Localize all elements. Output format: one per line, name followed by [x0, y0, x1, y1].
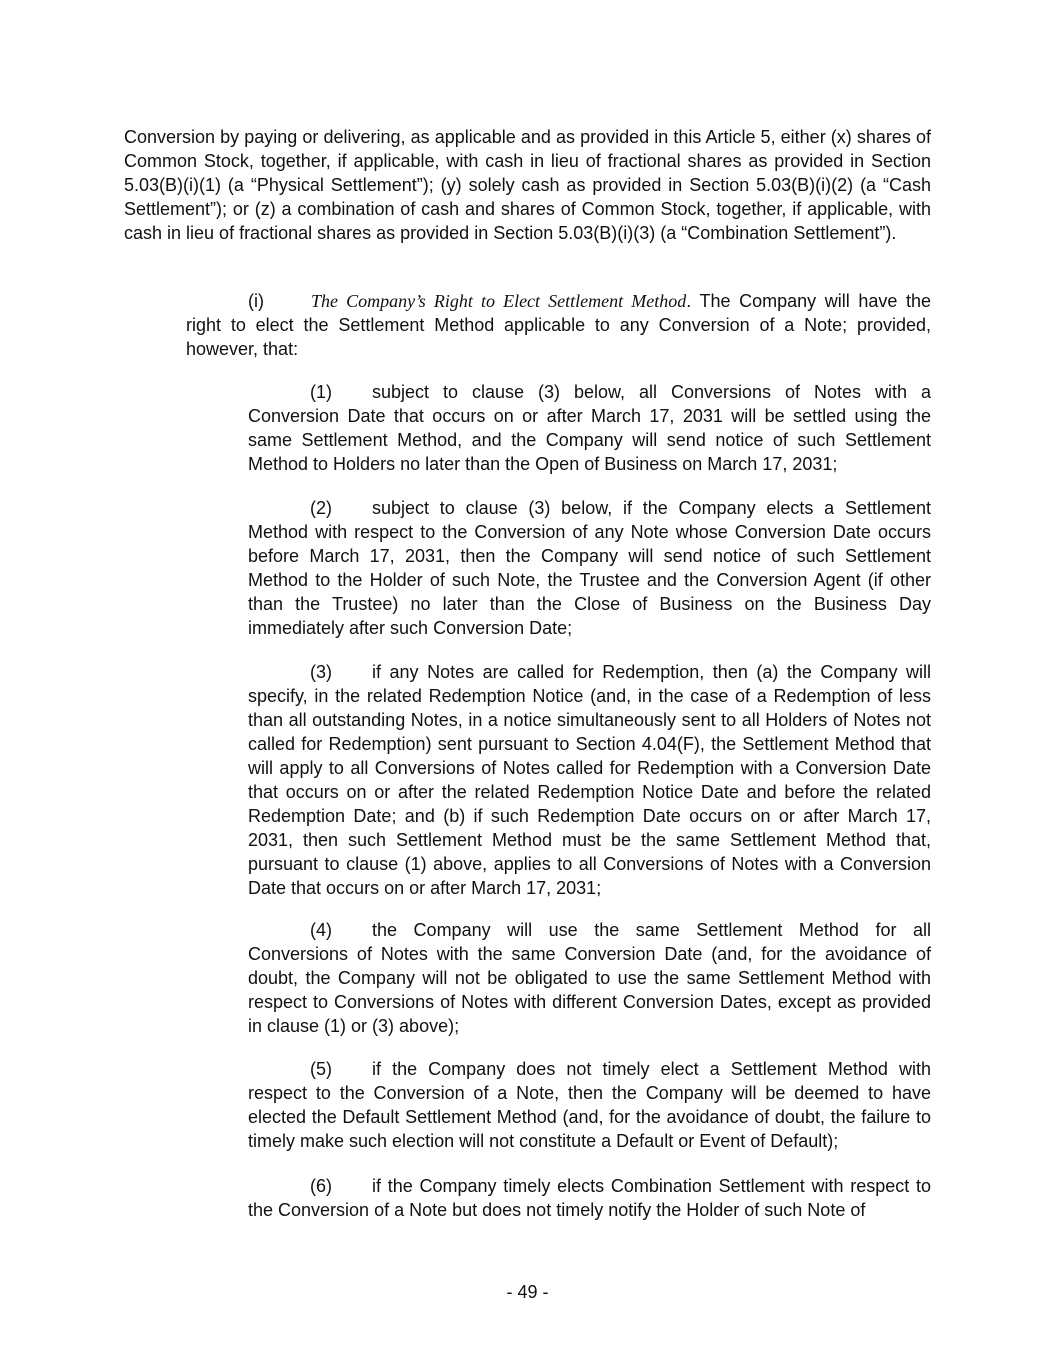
- intro-paragraph: Conversion by paying or delivering, as applicable and as provided in this Article 5, either (x) shares of Common Stock, together, if applicable, with cash in lieu of fractional shares as provided in Section 5.03(B)(i)(1) (a “Physical Settlement”); (y) solely cash as provided in Section 5.03(B)(i)(2) (a “Cash Settlement”); or (z) a combination of cash and shares of Common Stock, together, if applicable, with cash in lieu of fractional shares as provided in Section 5.03(B)(i)(3) (a “Combination Settlement”).: [124, 127, 931, 243]
- section-i-text: . The Company will have the right to elect the Settlement Method applicable to any Conversion of a Note; provided, however, that:: [186, 291, 931, 359]
- section-i-label: (i): [248, 291, 264, 311]
- clause-2: [248, 496, 931, 640]
- clause-6-text: if the Company timely elects Combination Settlement with respect to the Conversion of a Note but does not timely notify the Holder of such Note of: [248, 1176, 931, 1220]
- clause-5-label: (5): [310, 1059, 332, 1079]
- clause-3-label: (3): [310, 662, 332, 682]
- page-number: - 49 -: [506, 1282, 549, 1302]
- clause-4-label: (4): [310, 920, 332, 940]
- clause-4-text: the Company will use the same Settlement Method for all Conversions of Notes with the same Conversion Date (and, for the avoidance of doubt, the Company will not be obligated to use the same Settlement Method with respect to Conversions of Notes with different Conversion Dates, except as provided in clause (1) or (3) above);: [248, 920, 931, 1036]
- section-i-paragraph: [186, 289, 931, 361]
- clause-6-label: (6): [310, 1176, 332, 1196]
- clause-2-label: (2): [310, 498, 332, 518]
- clause-1-label: (1): [310, 382, 332, 402]
- clause-6: [248, 1174, 931, 1222]
- clause-5-text: if the Company does not timely elect a Settlement Method with respect to the Conversion of a Note, then the Company will be deemed to have elected the Default Settlement Method (and, for the avoidance of doubt, the failure to timely make such election will not constitute a Default or Event of Default);: [248, 1059, 931, 1151]
- clause-3: [248, 660, 931, 900]
- section-i-heading: The Company’s Right to Elect Settlement Method: [311, 291, 687, 311]
- clause-3-text: if any Notes are called for Redemption, then (a) the Company will specify, in the related Redemption Notice (and, in the case of a Redemption of less than all outstanding Notes, in a notice simultaneously sent to all Holders of Notes not called for Redemption) sent pursuant to Section 4.04(F), the Settlement Method that will apply to all Conversions of Notes called for Redemption with a Conversion Date that occurs on or after the related Redemption Notice Date and before the related Redemption Date; and (b) if such Redemption Date occurs on or after March 17, 2031, then such Settlement Method must be the same Settlement Method that, pursuant to clause (1) above, applies to all Conversions of Notes with a Conversion Date that occurs on or after March 17, 2031;: [248, 662, 931, 898]
- clause-1: [248, 380, 931, 476]
- clause-5: [248, 1057, 931, 1153]
- clause-1-text: subject to clause (3) below, all Conversions of Notes with a Conversion Date that occurs on or after March 17, 2031 will be settled using the same Settlement Method, and the Company will send notice of such Settlement Method to Holders no later than the Open of Business on March 17, 2031;: [248, 382, 931, 474]
- clause-2-text: subject to clause (3) below, if the Company elects a Settlement Method with respect to the Conversion of any Note whose Conversion Date occurs before March 17, 2031, then the Company will send notice of such Settlement Method to the Holder of such Note, the Trustee and the Conversion Agent (if other than the Trustee) no later than the Close of Business on the Business Day immediately after such Conversion Date;: [248, 498, 931, 638]
- clause-4: [248, 918, 931, 1038]
